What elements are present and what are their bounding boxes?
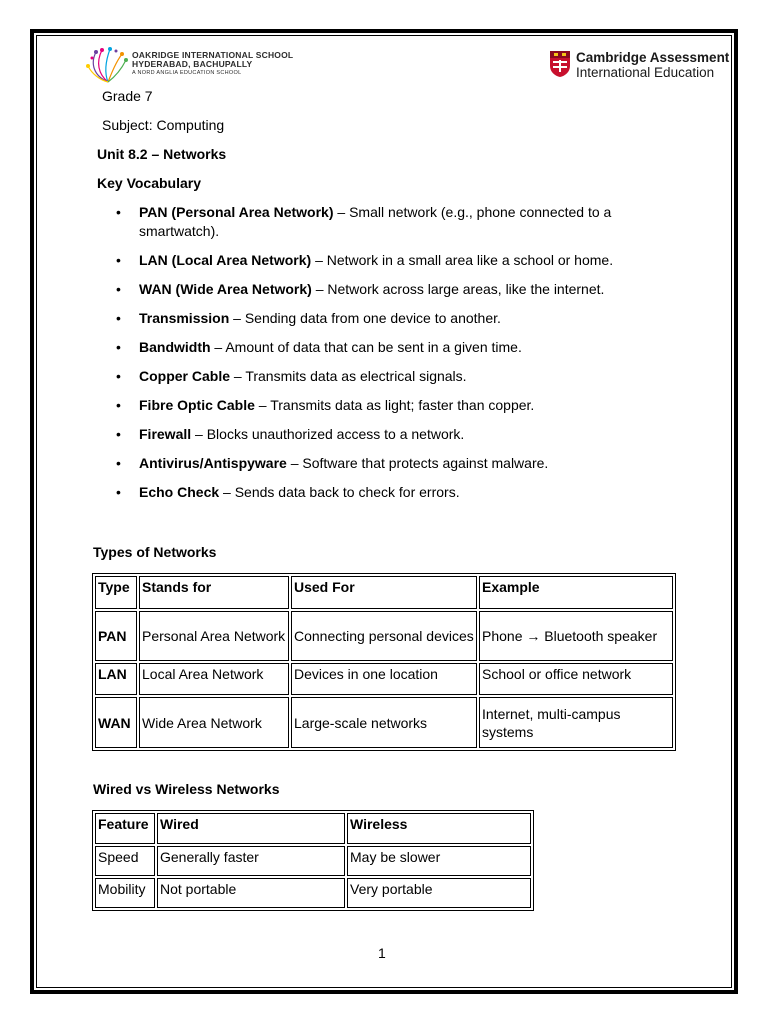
vocabulary-list <box>94 203 684 512</box>
vocab-definition: – Transmits data as light; faster than copper. <box>254 397 535 413</box>
vocab-definition: – Network across large areas, like the internet. <box>311 281 605 297</box>
vocab-definition: – Sending data from one device to another. <box>229 310 501 326</box>
table-cell: PAN <box>95 611 137 661</box>
vocab-item: • Antivirus/Antispyware – Software that protects against malware. <box>116 455 549 471</box>
table-header-cell: Wireless <box>347 813 531 844</box>
table-cell: Phone → Bluetooth speaker <box>479 611 673 661</box>
table-row <box>95 878 531 908</box>
table-cell: Local Area Network <box>139 663 289 695</box>
types-of-networks-table <box>92 573 676 751</box>
table-header-row <box>95 576 673 609</box>
table-row <box>95 846 531 876</box>
vocab-term: PAN (Personal Area Network) <box>139 204 334 220</box>
table-cell: Not portable <box>157 878 345 908</box>
table-cell: May be slower <box>347 846 531 876</box>
vocab-item: • LAN (Local Area Network) – Network in a small area like a school or home. <box>116 252 614 268</box>
cambridge-shield-icon <box>549 50 571 78</box>
school-emblem-icon <box>86 46 130 86</box>
vocab-definition: – Amount of data that can be sent in a given time. <box>210 339 522 355</box>
table-cell: Internet, multi-campus systems <box>479 697 673 748</box>
table-cell: LAN <box>95 663 137 695</box>
vocab-term: Antivirus/Antispyware <box>139 455 287 471</box>
vocab-item: • Echo Check – Sends data back to check for errors. <box>116 484 460 500</box>
table-cell: Connecting personal devices <box>291 611 477 661</box>
vocab-item: • Fibre Optic Cable – Transmits data as light; faster than copper. <box>116 397 535 413</box>
types-of-networks-heading: Types of Networks <box>93 544 217 560</box>
vocab-item: • Firewall – Blocks unauthorized access to a network. <box>116 426 465 442</box>
school-tagline: A NORD ANGLIA EDUCATION SCHOOL <box>132 70 242 76</box>
table-cell: WAN <box>95 697 137 748</box>
school-name-line2: HYDERABAD, BACHUPALLY <box>132 59 253 69</box>
table-cell: Speed <box>95 846 155 876</box>
vocab-item: • Bandwidth – Amount of data that can be sent in a given time. <box>116 339 522 355</box>
school-name-line1: OAKRIDGE INTERNATIONAL SCHOOL <box>132 50 294 60</box>
table-row <box>95 697 673 748</box>
unit-title: Unit 8.2 – Networks <box>97 146 227 162</box>
table-cell: Large-scale networks <box>291 697 477 748</box>
vocab-item: • Copper Cable – Transmits data as electrical signals. <box>116 368 467 384</box>
cambridge-line1: Cambridge Assessment <box>576 50 730 65</box>
vocab-item: • WAN (Wide Area Network) – Network across large areas, like the internet. <box>116 281 605 297</box>
table-row <box>95 663 673 695</box>
vocab-definition: – Small network (e.g., phone connected to a smartwatch). <box>139 204 612 239</box>
table-cell: Wide Area Network <box>139 697 289 748</box>
table-cell: Very portable <box>347 878 531 908</box>
cambridge-logo <box>549 50 730 82</box>
subject-label: Subject: Computing <box>102 117 225 133</box>
vocab-item: • Transmission – Sending data from one device to another. <box>116 310 501 326</box>
vocab-term: Bandwidth <box>139 339 211 355</box>
vocab-definition: – Software that protects against malware. <box>286 455 549 471</box>
vocab-term: LAN (Local Area Network) <box>139 252 312 268</box>
table-cell: Personal Area Network <box>139 611 289 661</box>
vocab-term: Firewall <box>139 426 192 442</box>
page-number: 1 <box>378 945 386 961</box>
table-cell: Devices in one location <box>291 663 477 695</box>
table-cell: Generally faster <box>157 846 345 876</box>
table-row <box>95 611 673 661</box>
vocab-term: Echo Check <box>139 484 220 500</box>
vocab-term: WAN (Wide Area Network) <box>139 281 312 297</box>
vocab-term: Fibre Optic Cable <box>139 397 255 413</box>
vocab-term: Copper Cable <box>139 368 231 384</box>
grade-label: Grade 7 <box>102 88 153 104</box>
key-vocabulary-heading: Key Vocabulary <box>97 175 202 191</box>
school-logo <box>86 46 306 86</box>
table-header-cell: Example <box>479 576 673 609</box>
school-name <box>132 51 293 78</box>
vocab-definition: – Blocks unauthorized access to a network. <box>191 426 465 442</box>
table-header-cell: Stands for <box>139 576 289 609</box>
vocab-item: • PAN (Personal Area Network) – Small network (e.g., phone connected to a smartwatch). <box>116 204 612 239</box>
table-header-row <box>95 813 531 844</box>
table-header-cell: Wired <box>157 813 345 844</box>
vocab-definition: – Transmits data as electrical signals. <box>230 368 467 384</box>
wired-vs-wireless-heading: Wired vs Wireless Networks <box>93 781 280 797</box>
table-header-cell: Type <box>95 576 137 609</box>
cambridge-text <box>576 50 729 80</box>
table-cell: School or office network <box>479 663 673 695</box>
table-header-cell: Used For <box>291 576 477 609</box>
vocab-term: Transmission <box>139 310 230 326</box>
vocab-definition: – Network in a small area like a school or home. <box>311 252 614 268</box>
vocab-definition: – Sends data back to check for errors. <box>219 484 460 500</box>
table-header-cell: Feature <box>95 813 155 844</box>
table-cell: Mobility <box>95 878 155 908</box>
wired-vs-wireless-table <box>92 810 534 911</box>
cambridge-line2: International Education <box>576 65 715 80</box>
